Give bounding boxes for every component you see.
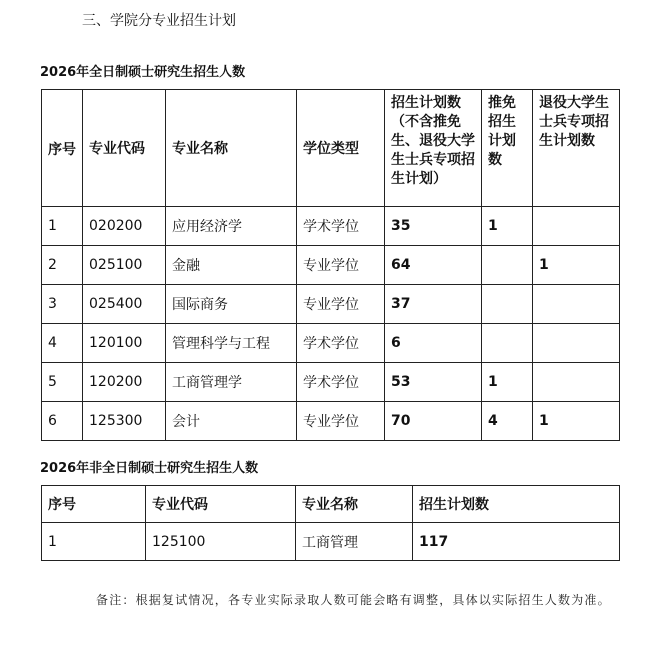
footnote: 备注：根据复试情况，各专业实际录取人数可能会略有调整，具体以实际招生人数为准。 xyxy=(96,593,611,607)
cell-code: 125100 xyxy=(146,523,296,561)
cell-exempt: 1 xyxy=(482,363,533,402)
header-degree-type: 学位类型 xyxy=(297,90,385,207)
cell-plan: 70 xyxy=(385,402,482,441)
table-row xyxy=(42,523,620,561)
cell-name: 会计 xyxy=(166,402,297,441)
header-seq: 序号 xyxy=(42,90,83,207)
table-header-row xyxy=(42,486,620,523)
table-row xyxy=(42,324,620,363)
cell-plan: 6 xyxy=(385,324,482,363)
cell-plan: 64 xyxy=(385,246,482,285)
cell-exempt xyxy=(482,324,533,363)
table-row xyxy=(42,207,620,246)
cell-seq: 2 xyxy=(42,246,83,285)
header-seq: 序号 xyxy=(42,486,146,523)
cell-code: 120100 xyxy=(83,324,166,363)
cell-seq: 1 xyxy=(42,207,83,246)
full-time-table-title: 2026年全日制硕士研究生招生人数 xyxy=(40,65,246,80)
table-row xyxy=(42,363,620,402)
header-plan: 招生计划数（不含推免生、退役大学生士兵专项招生计划） xyxy=(385,90,482,207)
cell-plan: 35 xyxy=(385,207,482,246)
cell-exempt: 4 xyxy=(482,402,533,441)
cell-exempt: 1 xyxy=(482,207,533,246)
cell-veteran xyxy=(533,207,620,246)
table-row xyxy=(42,285,620,324)
header-veteran: 退役大学生士兵专项招生计划数 xyxy=(533,90,620,207)
table-header-row xyxy=(42,90,620,207)
cell-plan: 117 xyxy=(413,523,620,561)
cell-seq: 5 xyxy=(42,363,83,402)
part-time-enrollment-table xyxy=(41,485,620,561)
header-plan: 招生计划数 xyxy=(413,486,620,523)
cell-plan: 37 xyxy=(385,285,482,324)
header-name: 专业名称 xyxy=(296,486,413,523)
cell-plan: 53 xyxy=(385,363,482,402)
cell-seq: 6 xyxy=(42,402,83,441)
cell-name: 应用经济学 xyxy=(166,207,297,246)
cell-code: 120200 xyxy=(83,363,166,402)
cell-code: 020200 xyxy=(83,207,166,246)
cell-degree-type: 学术学位 xyxy=(297,363,385,402)
cell-degree-type: 专业学位 xyxy=(297,246,385,285)
cell-degree-type: 专业学位 xyxy=(297,402,385,441)
cell-seq: 1 xyxy=(42,523,146,561)
table-row xyxy=(42,246,620,285)
cell-code: 025100 xyxy=(83,246,166,285)
full-time-enrollment-table xyxy=(41,89,620,441)
cell-exempt xyxy=(482,285,533,324)
cell-degree-type: 学术学位 xyxy=(297,324,385,363)
cell-code: 025400 xyxy=(83,285,166,324)
section-heading: 三、学院分专业招生计划 xyxy=(82,13,236,29)
table-row xyxy=(42,402,620,441)
cell-seq: 3 xyxy=(42,285,83,324)
cell-name: 工商管理学 xyxy=(166,363,297,402)
cell-exempt xyxy=(482,246,533,285)
cell-veteran xyxy=(533,285,620,324)
part-time-table-title: 2026年非全日制硕士研究生招生人数 xyxy=(40,461,259,476)
cell-veteran: 1 xyxy=(533,402,620,441)
header-name: 专业名称 xyxy=(166,90,297,207)
header-exempt: 推免招生计划数 xyxy=(482,90,533,207)
cell-veteran xyxy=(533,324,620,363)
cell-seq: 4 xyxy=(42,324,83,363)
cell-degree-type: 专业学位 xyxy=(297,285,385,324)
cell-name: 管理科学与工程 xyxy=(166,324,297,363)
header-code: 专业代码 xyxy=(83,90,166,207)
cell-veteran xyxy=(533,363,620,402)
cell-name: 工商管理 xyxy=(296,523,413,561)
cell-degree-type: 学术学位 xyxy=(297,207,385,246)
cell-veteran: 1 xyxy=(533,246,620,285)
cell-code: 125300 xyxy=(83,402,166,441)
cell-name: 金融 xyxy=(166,246,297,285)
header-code: 专业代码 xyxy=(146,486,296,523)
cell-name: 国际商务 xyxy=(166,285,297,324)
